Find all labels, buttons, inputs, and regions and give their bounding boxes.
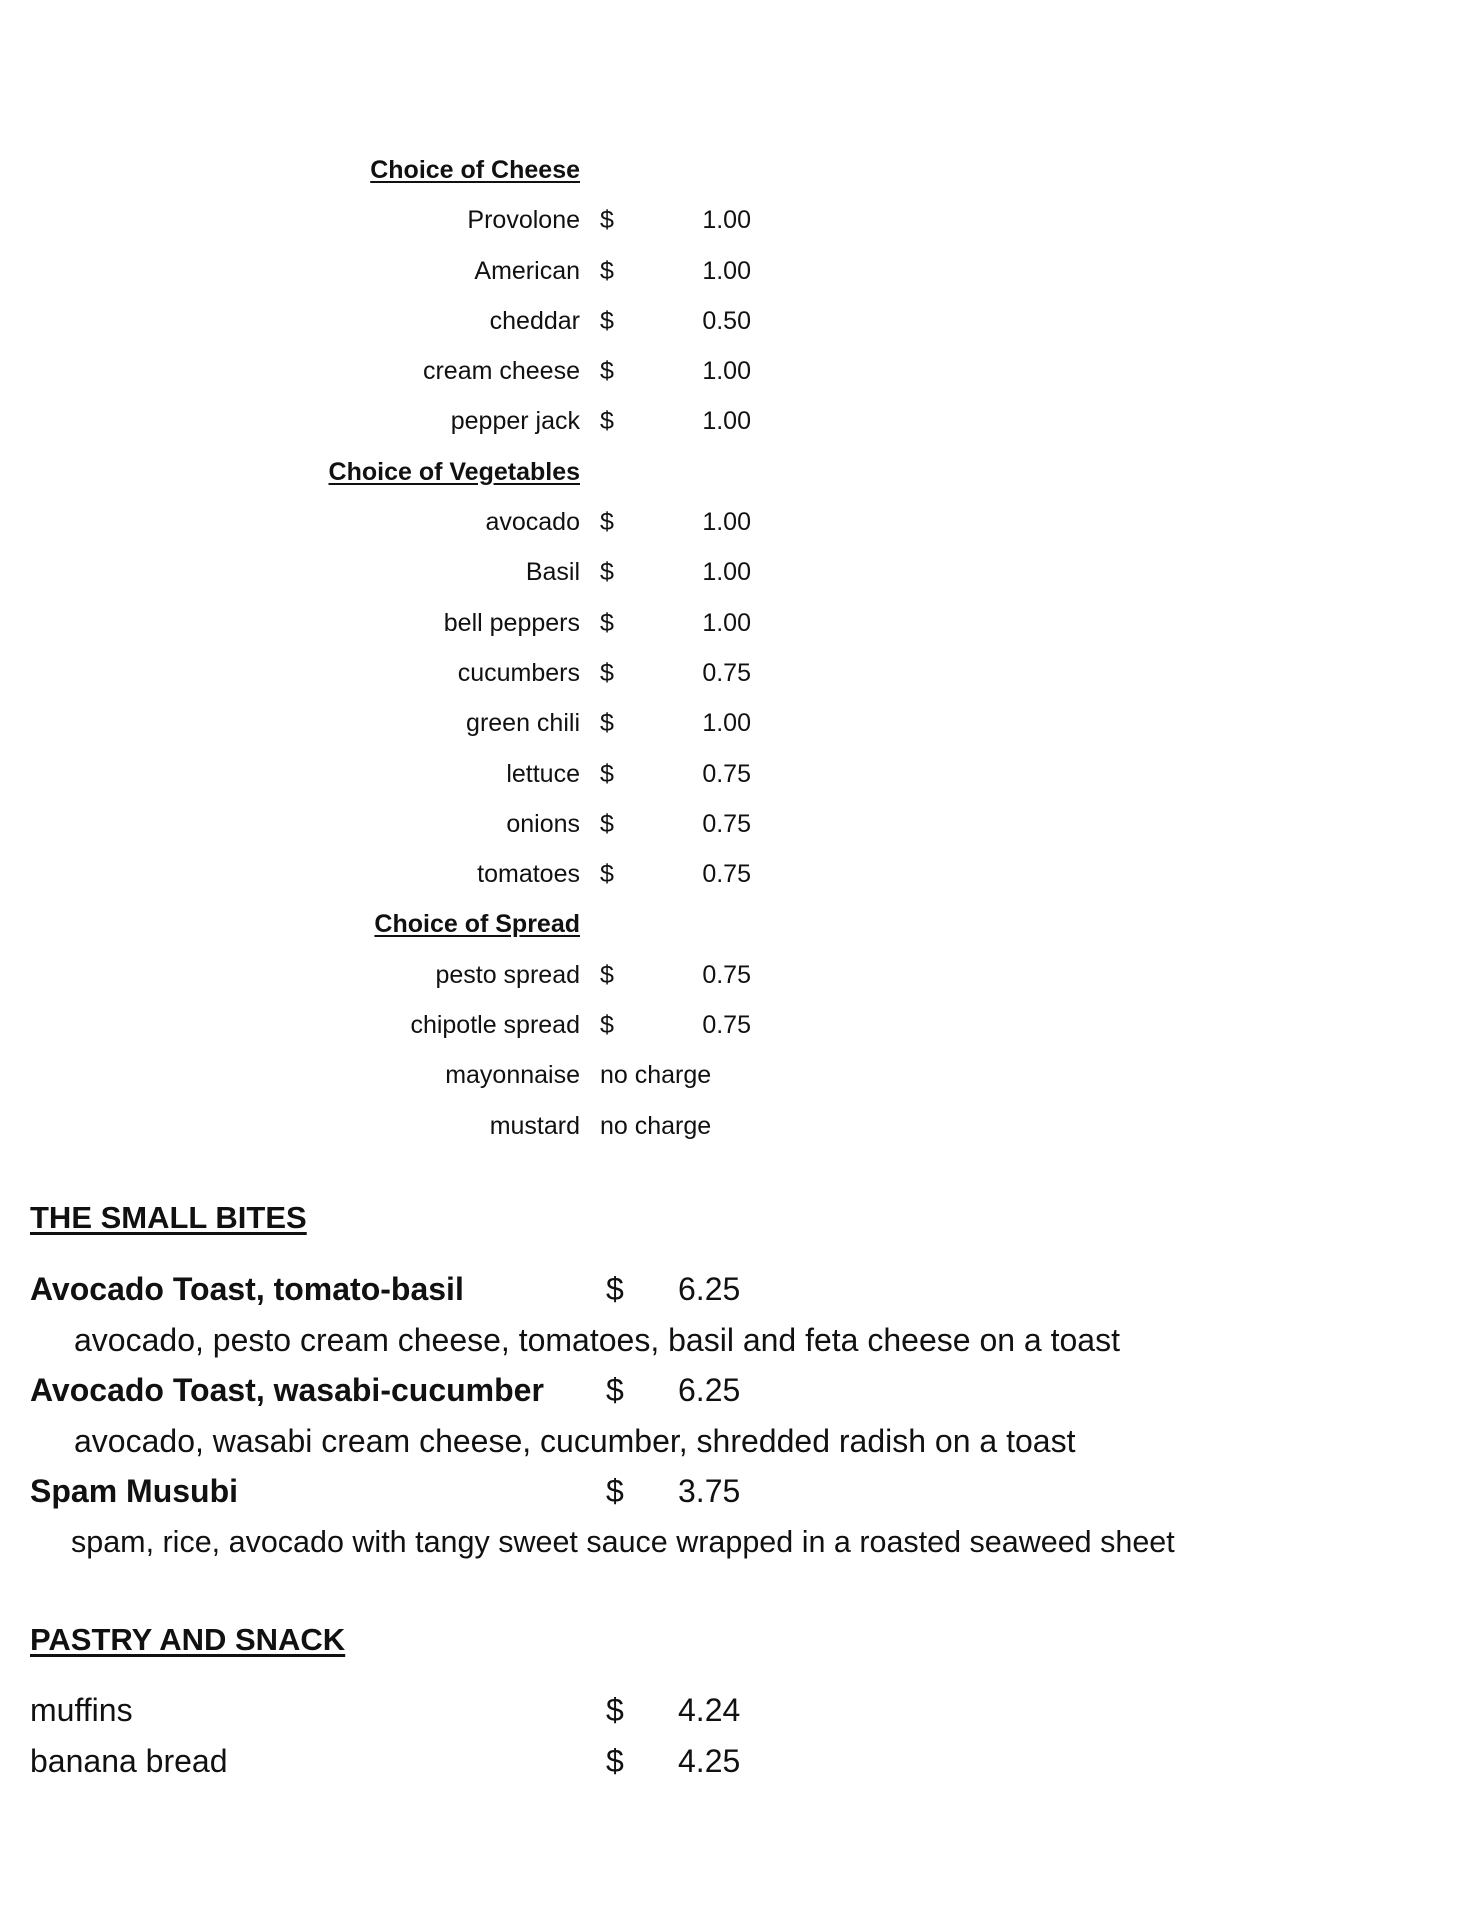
addon-currency: $ — [600, 809, 614, 838]
pastry-section — [0, 1685, 1484, 1786]
pastry-title: PASTRY AND SNACK — [30, 1622, 346, 1657]
addon-row — [0, 396, 1484, 446]
addon-name: mustard — [489, 1111, 580, 1140]
menu-item-price: 6.25 — [678, 1271, 741, 1307]
addon-price: 1.00 — [702, 608, 751, 637]
addon-row — [0, 296, 1484, 346]
addon-currency: $ — [600, 658, 614, 687]
addon-name: pesto spread — [435, 960, 580, 989]
addon-currency: $ — [600, 608, 614, 637]
addon-price: 0.75 — [702, 1011, 751, 1040]
addon-price: 1.00 — [702, 508, 751, 537]
addon-name: American — [474, 256, 580, 285]
addon-row — [0, 799, 1484, 849]
addon-currency: $ — [600, 759, 614, 788]
menu-item-price: 3.75 — [678, 1473, 741, 1509]
addon-currency: $ — [600, 256, 614, 285]
menu-item — [0, 1685, 1484, 1736]
addon-price: 0.75 — [702, 809, 751, 838]
addon-price: 0.50 — [702, 306, 751, 335]
addon-name: cream cheese — [422, 357, 580, 386]
addon-currency: $ — [600, 709, 614, 738]
addon-currency: $ — [600, 558, 614, 587]
addon-row — [0, 346, 1484, 396]
addon-currency: $ — [600, 508, 614, 537]
menu-item-name: Avocado Toast, tomato-basil — [30, 1271, 464, 1307]
addon-price: 1.00 — [702, 206, 751, 235]
addon-note: no charge — [600, 1061, 712, 1090]
addon-name: onions — [506, 809, 580, 838]
menu-item-description-row — [0, 1517, 1484, 1568]
addon-price: 1.00 — [702, 256, 751, 285]
addon-name: mayonnaise — [445, 1061, 580, 1090]
addon-name: cheddar — [489, 306, 580, 335]
menu-item-price: 4.25 — [678, 1742, 741, 1779]
addon-name: Provolone — [467, 206, 580, 235]
addon-name: chipotle spread — [410, 1011, 580, 1040]
addon-name: cucumbers — [457, 658, 580, 687]
cheese-heading-row — [0, 145, 1484, 195]
menu-item — [0, 1736, 1484, 1787]
menu-item-description-row — [0, 1315, 1484, 1366]
addon-price: 1.00 — [702, 407, 751, 436]
menu-item — [0, 1365, 1484, 1416]
addon-row — [0, 598, 1484, 648]
addon-price: 1.00 — [702, 709, 751, 738]
addon-name: tomatoes — [477, 860, 580, 889]
cheese-heading: Choice of Cheese — [370, 156, 580, 184]
menu-item-currency: $ — [606, 1692, 624, 1728]
menu-item-description-row — [0, 1416, 1484, 1467]
addon-row — [0, 1101, 1484, 1151]
addons-section — [0, 145, 1484, 1151]
menu-item-name: Avocado Toast, wasabi-cucumber — [30, 1372, 544, 1408]
spread-heading-row — [0, 899, 1484, 949]
menu-item-currency: $ — [606, 1372, 624, 1408]
addon-row — [0, 950, 1484, 1000]
menu-item-description: spam, rice, avocado with tangy sweet sauce wrapped in a roasted seaweed sheet — [71, 1524, 1175, 1559]
addon-row — [0, 698, 1484, 748]
menu-item-price: 4.24 — [678, 1692, 741, 1728]
addon-row — [0, 547, 1484, 597]
small-bites-title: THE SMALL BITES — [30, 1200, 307, 1235]
addon-row — [0, 749, 1484, 799]
addon-name: green chili — [466, 709, 580, 738]
addon-price: 0.75 — [702, 759, 751, 788]
spread-heading: Choice of Spread — [374, 910, 580, 939]
addon-price: 0.75 — [702, 860, 751, 889]
addon-currency: $ — [600, 206, 614, 235]
addon-currency: $ — [600, 306, 614, 335]
menu-item-currency: $ — [606, 1271, 624, 1307]
menu-item-name: Spam Musubi — [30, 1473, 239, 1509]
addon-name: lettuce — [506, 759, 580, 788]
menu-item — [0, 1264, 1484, 1315]
menu-item-currency: $ — [606, 1473, 624, 1509]
addon-row — [0, 1050, 1484, 1100]
addon-row — [0, 849, 1484, 899]
addon-currency: $ — [600, 960, 614, 989]
addon-price: 0.75 — [702, 658, 751, 687]
addon-name: avocado — [485, 508, 580, 537]
addon-currency: $ — [600, 357, 614, 386]
vegetables-heading-row — [0, 447, 1484, 497]
addon-currency: $ — [600, 1011, 614, 1040]
addon-price: 1.00 — [702, 357, 751, 386]
addon-name: bell peppers — [443, 608, 580, 637]
menu-item-description: avocado, pesto cream cheese, tomatoes, basil and feta cheese on a toast — [74, 1321, 1120, 1358]
addon-currency: $ — [600, 860, 614, 889]
addon-name: Basil — [525, 558, 580, 587]
addon-price: 0.75 — [702, 960, 751, 989]
small-bites-section — [0, 1264, 1484, 1567]
menu-item — [0, 1466, 1484, 1517]
addon-row — [0, 497, 1484, 547]
menu-item-price: 6.25 — [678, 1372, 741, 1408]
addon-name: pepper jack — [450, 407, 580, 436]
addon-row — [0, 246, 1484, 296]
addon-row — [0, 195, 1484, 245]
addon-note: no charge — [600, 1111, 712, 1140]
menu-item-description: avocado, wasabi cream cheese, cucumber, shredded radish on a toast — [74, 1422, 1076, 1459]
addon-row — [0, 1000, 1484, 1050]
addon-row — [0, 648, 1484, 698]
menu-item-name: muffins — [30, 1692, 133, 1728]
addon-currency: $ — [600, 407, 614, 436]
menu-item-name: banana bread — [30, 1742, 228, 1779]
menu-item-currency: $ — [606, 1742, 624, 1779]
addon-price: 1.00 — [702, 558, 751, 587]
vegetables-heading: Choice of Vegetables — [328, 457, 580, 486]
